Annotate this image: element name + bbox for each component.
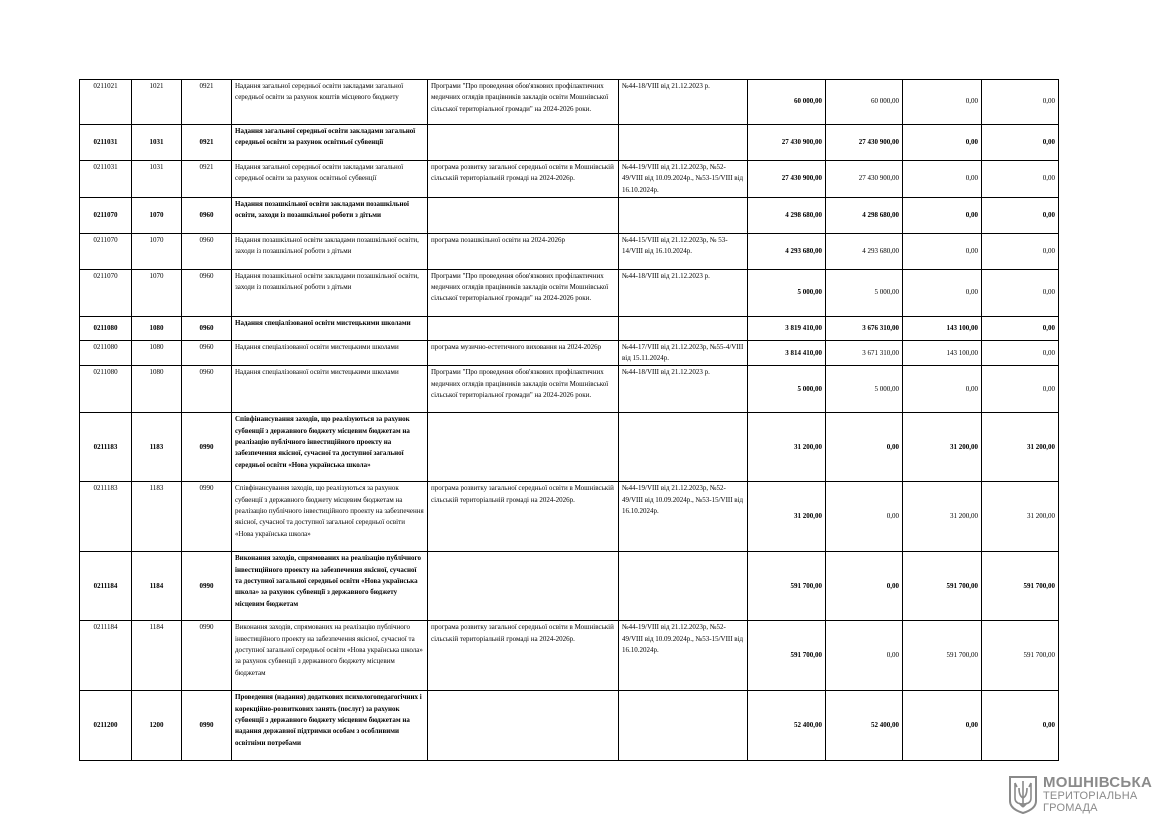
development-budget-cell: 0,00 [982,80,1059,125]
special-fund-cell: 591 700,00 [903,621,982,691]
classification-code-cell: 0990 [182,691,232,761]
table-row [80,366,1059,413]
local-program-cell [428,316,619,340]
general-fund-cell: 0,00 [826,482,903,552]
program-code-cell: 0211183 [80,413,132,482]
program-code-cell: 0211080 [80,340,132,366]
decision-cell: №44-19/VIII від 21.12.2023р, №52-49/VIII від 10.09.2024р., №53-15/VIII від 16.10.2024р. [619,161,748,198]
table-row [80,161,1059,198]
general-fund-cell: 5 000,00 [826,366,903,413]
program-code-cell: 0211021 [80,80,132,125]
table-row [80,125,1059,161]
local-program-cell [428,552,619,621]
logo-title: МОШНІВСЬКА [1043,773,1153,791]
table-row [80,269,1059,316]
classification-code-cell: 0921 [182,161,232,198]
general-fund-cell: 5 000,00 [826,269,903,316]
total-amount-cell: 3 819 410,00 [748,316,826,340]
function-code-cell: 1031 [132,161,182,198]
classification-code-cell: 0960 [182,233,232,269]
program-code-cell: 0211080 [80,316,132,340]
classification-code-cell: 0990 [182,621,232,691]
program-code-cell: 0211031 [80,125,132,161]
special-fund-cell: 0,00 [903,366,982,413]
decision-cell [619,316,748,340]
special-fund-cell: 0,00 [903,691,982,761]
program-code-cell: 0211070 [80,197,132,233]
classification-code-cell: 0990 [182,482,232,552]
local-program-cell: програма розвитку загальної середньої освіти в Мошнівській сільській територіальній громаді на 2024-2026р. [428,482,619,552]
program-code-cell: 0211080 [80,366,132,413]
function-code-cell: 1183 [132,482,182,552]
local-program-cell: програма розвитку загальної середньої освіти в Мошнівській сільській територіальній громаді на 2024-2026р. [428,621,619,691]
development-budget-cell: 0,00 [982,691,1059,761]
table-row [80,80,1059,125]
local-program-cell: програма музично-естетичного виховання на 2024-2026р [428,340,619,366]
table-row [80,340,1059,366]
special-fund-cell: 0,00 [903,125,982,161]
function-code-cell: 1184 [132,552,182,621]
function-code-cell: 1183 [132,413,182,482]
total-amount-cell: 52 400,00 [748,691,826,761]
development-budget-cell: 591 700,00 [982,621,1059,691]
decision-cell [619,197,748,233]
local-program-cell: програма розвитку загальної середньої освіти в Мошнівській сільській територіальній громаді на 2024-2026р. [428,161,619,198]
general-fund-cell: 4 298 680,00 [826,197,903,233]
classification-code-cell: 0960 [182,316,232,340]
program-code-cell: 0211184 [80,621,132,691]
total-amount-cell: 4 298 680,00 [748,197,826,233]
function-code-cell: 1080 [132,366,182,413]
general-fund-cell: 0,00 [826,413,903,482]
table-row [80,552,1059,621]
program-name-cell: Проведення (надання) додаткових психологопедагогічних і корекційно-розвиткових занять (послуг) за рахунок субвенції з державного бюджету місцевим бюджетам на надання державної підтримки особам з особливими освітніми потребами [232,691,428,761]
local-program-cell [428,125,619,161]
local-program-cell [428,413,619,482]
program-name-cell: Надання позашкільної освіти закладами позашкільної освіти, заходи із позашкільної роботи з дітьми [232,269,428,316]
special-fund-cell: 31 200,00 [903,413,982,482]
program-name-cell: Надання загальної середньої освіти закладами загальної середньої освіти за рахунок освітньої субвенції [232,161,428,198]
function-code-cell: 1070 [132,197,182,233]
special-fund-cell: 143 100,00 [903,316,982,340]
decision-cell: №44-19/VIII від 21.12.2023р, №52-49/VIII від 10.09.2024р., №53-15/VIII від 16.10.2024р. [619,621,748,691]
total-amount-cell: 591 700,00 [748,552,826,621]
development-budget-cell: 0,00 [982,366,1059,413]
local-program-cell: Програми "Про проведення обов'язкових профілактичних медичних оглядів працівників закладів освіти Мошнівської сільської територіальної громади" на 2024-2026 роки. [428,80,619,125]
program-name-cell: Співфінансування заходів, що реалізуються за рахунок субвенції з державного бюджету місцевим бюджетам на реалізацію публічного інвестиційного проекту на забезпечення якісної, сучасної та доступної загальної середньої освіти «Нова українська школа» [232,482,428,552]
general-fund-cell: 4 293 680,00 [826,233,903,269]
development-budget-cell: 0,00 [982,197,1059,233]
classification-code-cell: 0960 [182,340,232,366]
general-fund-cell: 27 430 900,00 [826,125,903,161]
special-fund-cell: 0,00 [903,80,982,125]
development-budget-cell: 0,00 [982,269,1059,316]
community-logo [1008,772,1152,816]
total-amount-cell: 31 200,00 [748,482,826,552]
development-budget-cell: 31 200,00 [982,482,1059,552]
special-fund-cell: 0,00 [903,233,982,269]
table-row [80,691,1059,761]
decision-cell: №44-18/VIII від 21.12.2023 р. [619,366,748,413]
function-code-cell: 1070 [132,269,182,316]
local-program-cell [428,197,619,233]
classification-code-cell: 0960 [182,366,232,413]
special-fund-cell: 143 100,00 [903,340,982,366]
total-amount-cell: 27 430 900,00 [748,161,826,198]
function-code-cell: 1070 [132,233,182,269]
decision-cell: №44-18/VIII від 21.12.2023 р. [619,269,748,316]
program-name-cell: Надання загальної середньої освіти закладами загальної середньої освіти за рахунок коштів місцевого бюджету [232,80,428,125]
total-amount-cell: 60 000,00 [748,80,826,125]
program-code-cell: 0211200 [80,691,132,761]
total-amount-cell: 5 000,00 [748,366,826,413]
total-amount-cell: 591 700,00 [748,621,826,691]
decision-cell [619,413,748,482]
special-fund-cell: 0,00 [903,161,982,198]
decision-cell [619,125,748,161]
local-program-cell: Програми "Про проведення обов'язкових профілактичних медичних оглядів працівників закладів освіти Мошнівської сільської територіальної громади" на 2024-2026 роки. [428,269,619,316]
general-fund-cell: 52 400,00 [826,691,903,761]
development-budget-cell: 0,00 [982,161,1059,198]
decision-cell: №44-15/VIII від 21.12.2023р, № 53-14/VIII від 16.10.2024р. [619,233,748,269]
function-code-cell: 1080 [132,340,182,366]
general-fund-cell: 60 000,00 [826,80,903,125]
function-code-cell: 1031 [132,125,182,161]
general-fund-cell: 0,00 [826,552,903,621]
classification-code-cell: 0921 [182,80,232,125]
program-code-cell: 0211183 [80,482,132,552]
development-budget-cell: 0,00 [982,125,1059,161]
classification-code-cell: 0960 [182,197,232,233]
trident-emblem-icon [1008,774,1038,814]
program-code-cell: 0211184 [80,552,132,621]
program-code-cell: 0211070 [80,269,132,316]
local-program-cell: програма позашкільної освіти на 2024-2026р [428,233,619,269]
function-code-cell: 1184 [132,621,182,691]
development-budget-cell: 591 700,00 [982,552,1059,621]
special-fund-cell: 0,00 [903,197,982,233]
table-row [80,413,1059,482]
special-fund-cell: 31 200,00 [903,482,982,552]
general-fund-cell: 3 676 310,00 [826,316,903,340]
program-name-cell: Надання позашкільної освіти закладами позашкільної освіти, заходи із позашкільної роботи з дітьми [232,197,428,233]
program-name-cell: Надання спеціалізованої освіти мистецькими школами [232,366,428,413]
development-budget-cell: 0,00 [982,316,1059,340]
special-fund-cell: 591 700,00 [903,552,982,621]
classification-code-cell: 0990 [182,413,232,482]
development-budget-cell: 31 200,00 [982,413,1059,482]
table-row [80,233,1059,269]
development-budget-cell: 0,00 [982,233,1059,269]
development-budget-cell: 0,00 [982,340,1059,366]
table-row [80,197,1059,233]
total-amount-cell: 5 000,00 [748,269,826,316]
table-row [80,316,1059,340]
classification-code-cell: 0921 [182,125,232,161]
special-fund-cell: 0,00 [903,269,982,316]
program-code-cell: 0211031 [80,161,132,198]
program-name-cell: Виконання заходів, спрямованих на реалізацію публічного інвестиційного проекту на забезпечення якісної, сучасної та доступної загальної середньої освіти «Нова українська школа» за рахунок субвенції з державного бюджету місцевим бюджетам [232,552,428,621]
program-name-cell: Співфінансування заходів, що реалізуються за рахунок субвенції з державного бюджету місцевим бюджетам на реалізацію публічного інвестиційного проекту на забезпечення якісної, сучасної та доступної загальної середньої освіти «Нова українська школа» [232,413,428,482]
total-amount-cell: 27 430 900,00 [748,125,826,161]
decision-cell [619,552,748,621]
decision-cell: №44-18/VIII від 21.12.2023 р. [619,80,748,125]
decision-cell: №44-19/VIII від 21.12.2023р, №52-49/VIII від 10.09.2024р., №53-15/VIII від 16.10.2024р. [619,482,748,552]
general-fund-cell: 0,00 [826,621,903,691]
decision-cell [619,691,748,761]
classification-code-cell: 0990 [182,552,232,621]
program-code-cell: 0211070 [80,233,132,269]
total-amount-cell: 4 293 680,00 [748,233,826,269]
total-amount-cell: 31 200,00 [748,413,826,482]
function-code-cell: 1080 [132,316,182,340]
function-code-cell: 1200 [132,691,182,761]
general-fund-cell: 27 430 900,00 [826,161,903,198]
logo-subtitle-2: ГРОМАДА [1043,801,1098,814]
logo-subtitle-1: ТЕРИТОРІАЛЬНА [1043,789,1138,802]
general-fund-cell: 3 671 310,00 [826,340,903,366]
program-name-cell: Надання загальної середньої освіти закладами загальної середньої освіти за рахунок освітньої субвенції [232,125,428,161]
total-amount-cell: 3 814 410,00 [748,340,826,366]
program-name-cell: Виконання заходів, спрямованих на реалізацію публічного інвестиційного проекту на забезпечення якісної, сучасної та доступної загальної середньої освіти «Нова українська школа» за рахунок субвенції з державного бюджету місцевим бюджетам [232,621,428,691]
budget-programs-table [79,79,1059,761]
program-name-cell: Надання спеціалізованої освіти мистецькими школами [232,316,428,340]
local-program-cell: Програми "Про проведення обов'язкових профілактичних медичних оглядів працівників закладів освіти Мошнівської сільської територіальної громади" на 2024-2026 роки. [428,366,619,413]
program-name-cell: Надання позашкільної освіти закладами позашкільної освіти, заходи із позашкільної роботи з дітьми [232,233,428,269]
function-code-cell: 1021 [132,80,182,125]
decision-cell: №44-17/VIII від 21.12.2023р, №55-4/VIII від 15.11.2024р. [619,340,748,366]
table-row [80,621,1059,691]
classification-code-cell: 0960 [182,269,232,316]
program-name-cell: Надання спеціалізованої освіти мистецькими школами [232,340,428,366]
table-row [80,482,1059,552]
local-program-cell [428,691,619,761]
